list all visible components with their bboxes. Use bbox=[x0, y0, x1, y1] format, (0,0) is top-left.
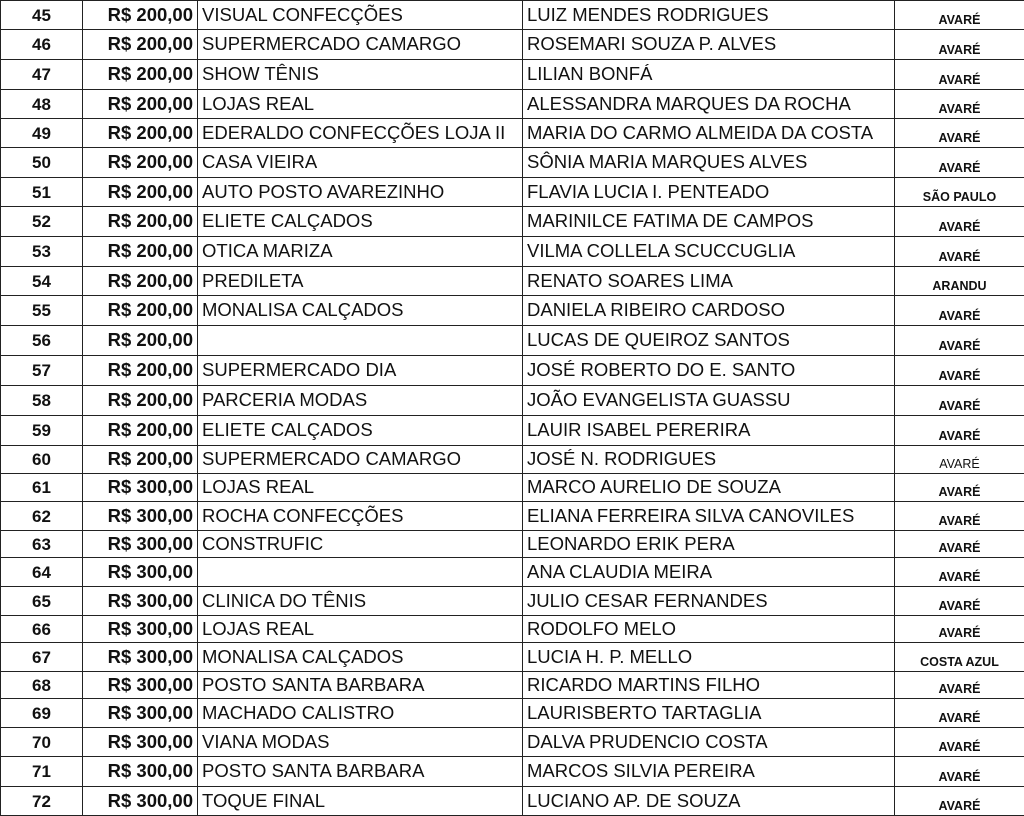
winner-name: JOÃO EVANGELISTA GUASSU bbox=[523, 386, 895, 416]
city-name: AVARÉ bbox=[895, 296, 1024, 326]
table-row bbox=[1, 474, 1024, 502]
table-row bbox=[1, 237, 1024, 267]
prize-value: R$ 300,00 bbox=[83, 728, 198, 757]
prize-value: R$ 300,00 bbox=[83, 558, 198, 587]
winner-name: DALVA PRUDENCIO COSTA bbox=[523, 728, 895, 757]
row-number: 53 bbox=[1, 237, 83, 267]
store-name: AUTO POSTO AVAREZINHO bbox=[198, 178, 523, 207]
winner-name: JOSÉ ROBERTO DO E. SANTO bbox=[523, 356, 895, 386]
store-name: PREDILETA bbox=[198, 267, 523, 296]
city-name: AVARÉ bbox=[895, 148, 1024, 178]
row-number: 55 bbox=[1, 296, 83, 326]
row-number: 70 bbox=[1, 728, 83, 757]
row-number: 65 bbox=[1, 587, 83, 616]
winner-name: MARIA DO CARMO ALMEIDA DA COSTA bbox=[523, 119, 895, 148]
table-row bbox=[1, 558, 1024, 587]
table-row bbox=[1, 531, 1024, 558]
row-number: 58 bbox=[1, 386, 83, 416]
row-number: 54 bbox=[1, 267, 83, 296]
prize-value: R$ 300,00 bbox=[83, 672, 198, 699]
table-row bbox=[1, 728, 1024, 757]
prize-value: R$ 200,00 bbox=[83, 416, 198, 446]
row-number: 62 bbox=[1, 502, 83, 531]
prize-value: R$ 200,00 bbox=[83, 1, 198, 30]
prize-value: R$ 300,00 bbox=[83, 531, 198, 558]
city-name: AVARÉ bbox=[895, 699, 1024, 728]
prize-value: R$ 200,00 bbox=[83, 237, 198, 267]
city-name: AVARÉ bbox=[895, 474, 1024, 502]
store-name: SHOW TÊNIS bbox=[198, 60, 523, 90]
store-name bbox=[198, 558, 523, 587]
city-name: AVARÉ bbox=[895, 326, 1024, 356]
prize-value: R$ 300,00 bbox=[83, 616, 198, 643]
table-row bbox=[1, 90, 1024, 119]
city-name: AVARÉ bbox=[895, 60, 1024, 90]
city-name: AVARÉ bbox=[895, 90, 1024, 119]
prize-value: R$ 300,00 bbox=[83, 587, 198, 616]
store-name: SUPERMERCADO CAMARGO bbox=[198, 446, 523, 474]
store-name: CASA VIEIRA bbox=[198, 148, 523, 178]
city-name: COSTA AZUL bbox=[895, 643, 1024, 672]
city-name: AVARÉ bbox=[895, 672, 1024, 699]
store-name: SUPERMERCADO DIA bbox=[198, 356, 523, 386]
prize-value: R$ 200,00 bbox=[83, 356, 198, 386]
winner-name: JULIO CESAR FERNANDES bbox=[523, 587, 895, 616]
store-name: ELIETE CALÇADOS bbox=[198, 416, 523, 446]
prize-value: R$ 200,00 bbox=[83, 446, 198, 474]
winner-name: RODOLFO MELO bbox=[523, 616, 895, 643]
city-name: AVARÉ bbox=[895, 587, 1024, 616]
city-name: AVARÉ bbox=[895, 757, 1024, 787]
table-row bbox=[1, 643, 1024, 672]
city-name: ARANDU bbox=[895, 267, 1024, 296]
city-name: AVARÉ bbox=[895, 416, 1024, 446]
store-name: VIANA MODAS bbox=[198, 728, 523, 757]
table-row bbox=[1, 207, 1024, 237]
winner-name: RICARDO MARTINS FILHO bbox=[523, 672, 895, 699]
store-name: TOQUE FINAL bbox=[198, 787, 523, 816]
prize-value: R$ 300,00 bbox=[83, 699, 198, 728]
winner-name: ROSEMARI SOUZA P. ALVES bbox=[523, 30, 895, 60]
city-name: AVARÉ bbox=[895, 207, 1024, 237]
city-name: AVARÉ bbox=[895, 502, 1024, 531]
row-number: 49 bbox=[1, 119, 83, 148]
prize-value: R$ 200,00 bbox=[83, 207, 198, 237]
winner-name: LILIAN BONFÁ bbox=[523, 60, 895, 90]
store-name: CONSTRUFIC bbox=[198, 531, 523, 558]
prize-value: R$ 200,00 bbox=[83, 386, 198, 416]
prize-value: R$ 200,00 bbox=[83, 30, 198, 60]
city-name: AVARÉ bbox=[895, 1, 1024, 30]
row-number: 52 bbox=[1, 207, 83, 237]
store-name: LOJAS REAL bbox=[198, 90, 523, 119]
row-number: 71 bbox=[1, 757, 83, 787]
city-name: AVARÉ bbox=[895, 356, 1024, 386]
table-body bbox=[1, 1, 1024, 816]
table-row bbox=[1, 178, 1024, 207]
store-name bbox=[198, 326, 523, 356]
city-name: AVARÉ bbox=[895, 787, 1024, 816]
city-name: SÃO PAULO bbox=[895, 178, 1024, 207]
store-name: POSTO SANTA BARBARA bbox=[198, 672, 523, 699]
winner-name: MARCO AURELIO DE SOUZA bbox=[523, 474, 895, 502]
store-name: LOJAS REAL bbox=[198, 616, 523, 643]
table-row bbox=[1, 386, 1024, 416]
store-name: OTICA MARIZA bbox=[198, 237, 523, 267]
table-row bbox=[1, 30, 1024, 60]
store-name: ELIETE CALÇADOS bbox=[198, 207, 523, 237]
table-row bbox=[1, 60, 1024, 90]
city-name: AVARÉ bbox=[895, 30, 1024, 60]
row-number: 45 bbox=[1, 1, 83, 30]
winner-name: LEONARDO ERIK PERA bbox=[523, 531, 895, 558]
city-name: AVARÉ bbox=[895, 558, 1024, 587]
table-row bbox=[1, 119, 1024, 148]
row-number: 68 bbox=[1, 672, 83, 699]
prize-value: R$ 200,00 bbox=[83, 326, 198, 356]
row-number: 72 bbox=[1, 787, 83, 816]
winner-name: MARCOS SILVIA PEREIRA bbox=[523, 757, 895, 787]
prize-value: R$ 200,00 bbox=[83, 267, 198, 296]
row-number: 51 bbox=[1, 178, 83, 207]
winner-name: LUIZ MENDES RODRIGUES bbox=[523, 1, 895, 30]
winner-name: ALESSANDRA MARQUES DA ROCHA bbox=[523, 90, 895, 119]
row-number: 46 bbox=[1, 30, 83, 60]
store-name: EDERALDO CONFECÇÕES LOJA II bbox=[198, 119, 523, 148]
prize-value: R$ 200,00 bbox=[83, 90, 198, 119]
winner-name: ELIANA FERREIRA SILVA CANOVILES bbox=[523, 502, 895, 531]
winner-name: MARINILCE FATIMA DE CAMPOS bbox=[523, 207, 895, 237]
store-name: CLINICA DO TÊNIS bbox=[198, 587, 523, 616]
city-name: AVARÉ bbox=[895, 531, 1024, 558]
row-number: 59 bbox=[1, 416, 83, 446]
store-name: ROCHA CONFECÇÕES bbox=[198, 502, 523, 531]
winner-name: LUCAS DE QUEIROZ SANTOS bbox=[523, 326, 895, 356]
row-number: 57 bbox=[1, 356, 83, 386]
row-number: 63 bbox=[1, 531, 83, 558]
winner-name: FLAVIA LUCIA I. PENTEADO bbox=[523, 178, 895, 207]
prize-value: R$ 200,00 bbox=[83, 178, 198, 207]
winner-name: LAURISBERTO TARTAGLIA bbox=[523, 699, 895, 728]
prize-value: R$ 200,00 bbox=[83, 296, 198, 326]
city-name: AVARÉ bbox=[895, 728, 1024, 757]
row-number: 67 bbox=[1, 643, 83, 672]
table-row bbox=[1, 616, 1024, 643]
winner-name: VILMA COLLELA SCUCCUGLIA bbox=[523, 237, 895, 267]
row-number: 60 bbox=[1, 446, 83, 474]
table-row bbox=[1, 148, 1024, 178]
prize-value: R$ 300,00 bbox=[83, 474, 198, 502]
row-number: 48 bbox=[1, 90, 83, 119]
prize-value: R$ 300,00 bbox=[83, 502, 198, 531]
prize-value: R$ 200,00 bbox=[83, 119, 198, 148]
winner-name: ANA CLAUDIA MEIRA bbox=[523, 558, 895, 587]
store-name: LOJAS REAL bbox=[198, 474, 523, 502]
city-name: AVARÉ bbox=[895, 119, 1024, 148]
store-name: MONALISA CALÇADOS bbox=[198, 643, 523, 672]
prize-value: R$ 300,00 bbox=[83, 757, 198, 787]
store-name: VISUAL CONFECÇÕES bbox=[198, 1, 523, 30]
city-name: AVARÉ bbox=[895, 237, 1024, 267]
winner-name: LUCIA H. P. MELLO bbox=[523, 643, 895, 672]
row-number: 69 bbox=[1, 699, 83, 728]
prize-value: R$ 300,00 bbox=[83, 643, 198, 672]
table-row bbox=[1, 267, 1024, 296]
prize-value: R$ 300,00 bbox=[83, 787, 198, 816]
store-name: SUPERMERCADO CAMARGO bbox=[198, 30, 523, 60]
table-row bbox=[1, 446, 1024, 474]
table-row bbox=[1, 587, 1024, 616]
prize-value: R$ 200,00 bbox=[83, 60, 198, 90]
prize-value: R$ 200,00 bbox=[83, 148, 198, 178]
table-row bbox=[1, 699, 1024, 728]
winner-name: SÔNIA MARIA MARQUES ALVES bbox=[523, 148, 895, 178]
row-number: 64 bbox=[1, 558, 83, 587]
table-row bbox=[1, 672, 1024, 699]
row-number: 50 bbox=[1, 148, 83, 178]
row-number: 47 bbox=[1, 60, 83, 90]
row-number: 61 bbox=[1, 474, 83, 502]
store-name: MONALISA CALÇADOS bbox=[198, 296, 523, 326]
table-row bbox=[1, 787, 1024, 816]
store-name: MACHADO CALISTRO bbox=[198, 699, 523, 728]
winner-name: RENATO SOARES LIMA bbox=[523, 267, 895, 296]
table-row bbox=[1, 1, 1024, 30]
table-row bbox=[1, 502, 1024, 531]
table-row bbox=[1, 296, 1024, 326]
table-row bbox=[1, 326, 1024, 356]
city-name: AVARÉ bbox=[895, 386, 1024, 416]
table-row bbox=[1, 356, 1024, 386]
winner-name: LAUIR ISABEL PERERIRA bbox=[523, 416, 895, 446]
winner-name: JOSÉ N. RODRIGUES bbox=[523, 446, 895, 474]
city-name: AVARÉ bbox=[895, 446, 1024, 474]
row-number: 56 bbox=[1, 326, 83, 356]
store-name: PARCERIA MODAS bbox=[198, 386, 523, 416]
city-name: AVARÉ bbox=[895, 616, 1024, 643]
store-name: POSTO SANTA BARBARA bbox=[198, 757, 523, 787]
winner-name: LUCIANO AP. DE SOUZA bbox=[523, 787, 895, 816]
row-number: 66 bbox=[1, 616, 83, 643]
table-row bbox=[1, 757, 1024, 787]
winner-name: DANIELA RIBEIRO CARDOSO bbox=[523, 296, 895, 326]
table-row bbox=[1, 416, 1024, 446]
